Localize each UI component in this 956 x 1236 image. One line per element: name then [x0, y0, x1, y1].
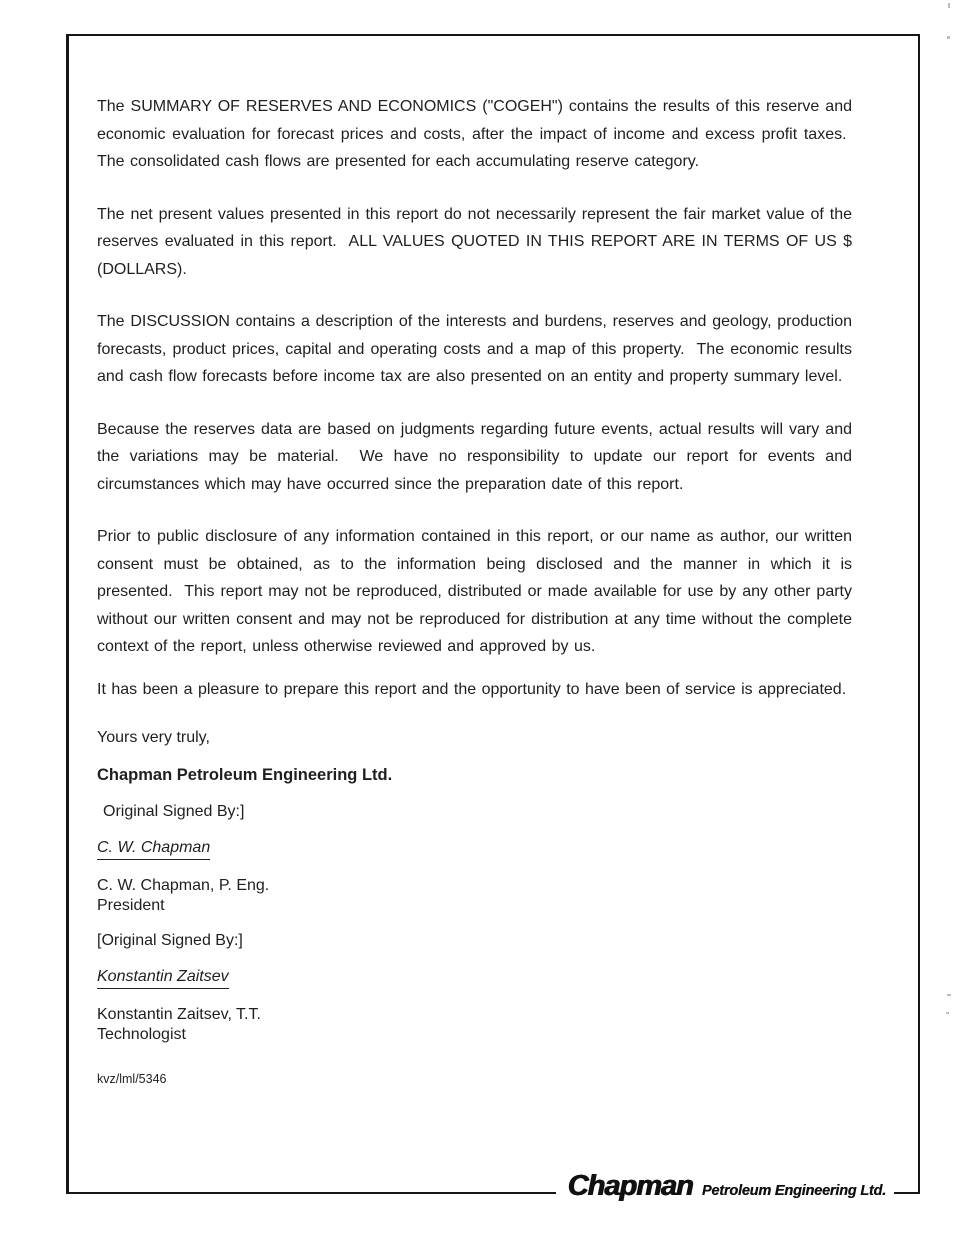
logo-company-suffix: Petroleum Engineering Ltd. — [701, 1183, 886, 1199]
paragraph-summary-of-reserves: The SUMMARY OF RESERVES AND ECONOMICS ("COGEH") contains the results of this reserve and economic evaluation for forecast prices and costs, after the impact of income and excess profit taxes. The consolidated cash flows are presented for each accumulating reserve category. — [97, 98, 852, 170]
letter-body — [69, 36, 918, 1087]
signatory-1-title: President — [97, 897, 165, 914]
company-name: Chapman Petroleum Engineering Ltd. — [97, 766, 393, 784]
salutation: Yours very truly, — [97, 729, 210, 746]
scan-speck — [948, 3, 950, 8]
signatory-2 — [97, 1005, 852, 1045]
page-border-frame — [66, 34, 920, 1202]
paragraph-pleasure: It has been a pleasure to prepare this report and the opportunity to have been of service is appreciated. — [97, 680, 847, 698]
signatory-1-name: C. W. Chapman, P. Eng. — [97, 877, 270, 894]
signatory-2-title: Technologist — [97, 1026, 186, 1043]
signature-name-1 — [97, 838, 852, 860]
scan-speck — [947, 994, 951, 996]
signed-by-note-2: [Original Signed By:] — [97, 932, 243, 949]
signatory-2-name: Konstantin Zaitsev, T.T. — [97, 1006, 261, 1023]
signed-by-note-1: Original Signed By:] — [103, 803, 245, 820]
paragraph-disclosure-consent: Prior to public disclosure of any information contained in this report, or our name as author, our written consent must be obtained, as to the information being disclosed and the manner in which it is presented. This report may not be reproduced, distributed or made available for use by any other party without our written consent and may not be reproduced for distribution at any time without the complete context of the report, unless otherwise reviewed and approved by us. — [97, 528, 852, 655]
signature-underline-2: Konstantin Zaitsev — [97, 967, 229, 989]
signature-name-2 — [97, 967, 852, 989]
file-reference: kvz/lml/5346 — [97, 1072, 167, 1086]
logo-wordmark: Chapman — [567, 1170, 693, 1202]
signatory-1 — [97, 876, 852, 916]
scan-speck — [947, 36, 950, 39]
signature-underline-1: C. W. Chapman — [97, 838, 210, 860]
paragraph-reserves-judgments: Because the reserves data are based on judgments regarding future events, actual results will vary and the variations may be material. We have no responsibility to update our report for events and circumstances which may have occurred since the preparation date of this report. — [97, 420, 852, 493]
paragraph-discussion: The DISCUSSION contains a description of the interests and burdens, reserves and geology, production forecasts, product prices, capital and operating costs and a map of this property. The economic results and cash flow forecasts before income tax are also presented on an entity and property summary level. — [97, 313, 852, 385]
scan-speck — [946, 1012, 949, 1014]
paragraph-net-present-values: The net present values presented in this report do not necessarily represent the fair market value of the reserves evaluated in this report. ALL VALUES QUOTED IN THIS REPORT ARE IN TERMS OF US $ (DOLLARS). — [97, 205, 852, 278]
company-logo — [556, 1168, 894, 1203]
